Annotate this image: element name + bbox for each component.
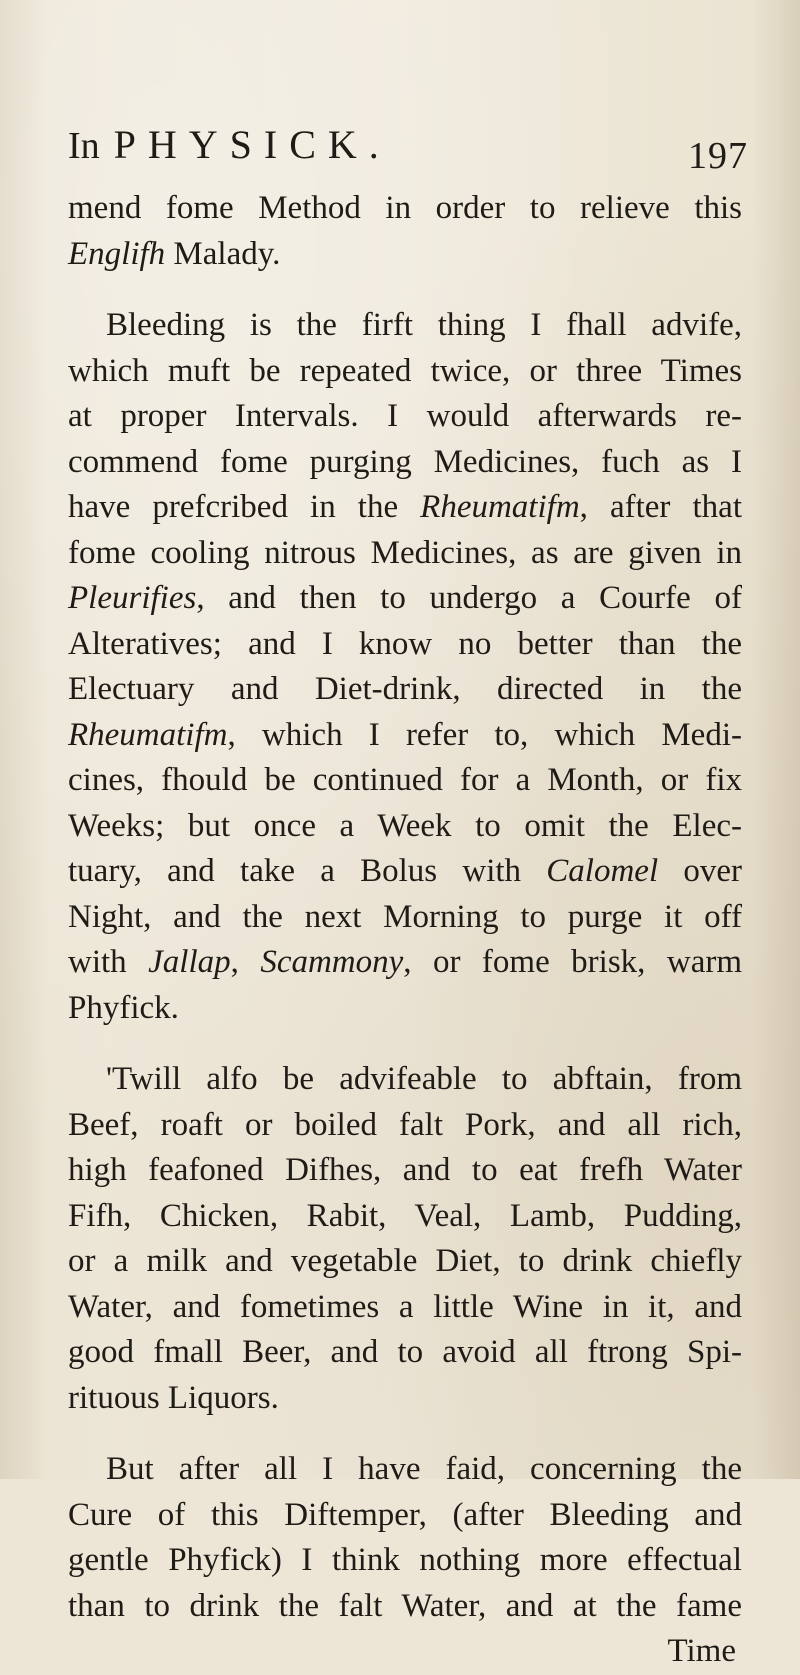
running-head-title: PHYSICK. (113, 122, 391, 167)
catchword: Time (667, 1633, 736, 1669)
text-line: good fmall Beer, and to avoid all ftrong Spi- (68, 1334, 742, 1370)
text-line: mend fome Method in order to relieve this (68, 190, 742, 226)
text-line: rituous Liquors. (68, 1379, 279, 1416)
running-head-lead: In (68, 125, 100, 167)
italic-term: Calomel (546, 853, 659, 889)
text-line: than to drink the falt Water, and at the fame (68, 1587, 742, 1624)
paragraph-gap (68, 1421, 742, 1447)
text-line: or a milk and vegetable Diet, to drink chiefly (68, 1243, 742, 1279)
text-line: tuary, and take a Bolus with Calomel over (68, 853, 743, 889)
page-header (68, 120, 748, 180)
text-line: fome cooling nitrous Medicines, as are given in (68, 534, 742, 571)
paragraph (68, 1057, 742, 1421)
text-line: Pleurifies, and then to undergo a Courfe of (68, 580, 742, 616)
text-line: gentle Phyfick) I think nothing more effectual (68, 1542, 742, 1578)
paragraph (68, 1447, 742, 1629)
italic-term: Jallap (148, 944, 231, 980)
text-line: Weeks; but once a Week to omit the Elec- (68, 807, 742, 844)
text-line: high feafoned Difhes, and to eat frefh Water (68, 1152, 742, 1188)
text-line: Fifh, Chicken, Rabit, Veal, Lamb, Pudding, (68, 1197, 742, 1234)
text-line: 'Twill alfo be advifeable to abftain, from (106, 1061, 742, 1097)
paragraph (68, 303, 742, 1031)
text-line: with Jallap, Scammony, or fome brisk, warm (68, 944, 743, 980)
paragraph-gap (68, 1031, 742, 1057)
paragraph-gap (68, 277, 742, 303)
text-line: Alteratives; and I know no better than the (68, 625, 742, 662)
paragraph (68, 186, 742, 277)
text-line: Cure of this Diftemper, (after Bleeding and (68, 1496, 742, 1533)
running-head (68, 120, 391, 171)
italic-term: Pleurifies (68, 580, 197, 616)
italic-term: Rheumatifm (420, 489, 580, 525)
body-text (68, 186, 742, 1675)
italic-term: Englifh (68, 235, 166, 272)
text-line: cines, fhould be continued for a Month, or fix (68, 762, 742, 798)
text-line: But after all I have faid, concerning the (106, 1451, 742, 1487)
text-line: have prefcribed in the Rheumatifm, after that (68, 489, 742, 525)
text-line: Electuary and Diet-drink, directed in the (68, 671, 742, 707)
text-line: Rheumatifm, which I refer to, which Medi- (68, 716, 742, 753)
text-line: Phyfick. (68, 989, 179, 1026)
text-line: at proper Intervals. I would afterwards re- (68, 398, 742, 434)
text-line: which muft be repeated twice, or three Times (68, 352, 742, 389)
text-line: commend fome purging Medicines, fuch as I (68, 443, 742, 480)
text-line: Water, and fometimes a little Wine in it, and (68, 1288, 742, 1325)
text-line: Night, and the next Morning to purge it off (68, 898, 742, 935)
italic-term: Rheumatifm (68, 716, 228, 753)
italic-term: Scammony (260, 944, 404, 980)
text-line: Englifh Malady. (68, 235, 281, 272)
text-line: Beef, roaft or boiled falt Pork, and all rich, (68, 1106, 742, 1143)
page-number: 197 (688, 135, 748, 177)
text-line: Bleeding is the firft thing I fhall advife, (106, 307, 742, 343)
